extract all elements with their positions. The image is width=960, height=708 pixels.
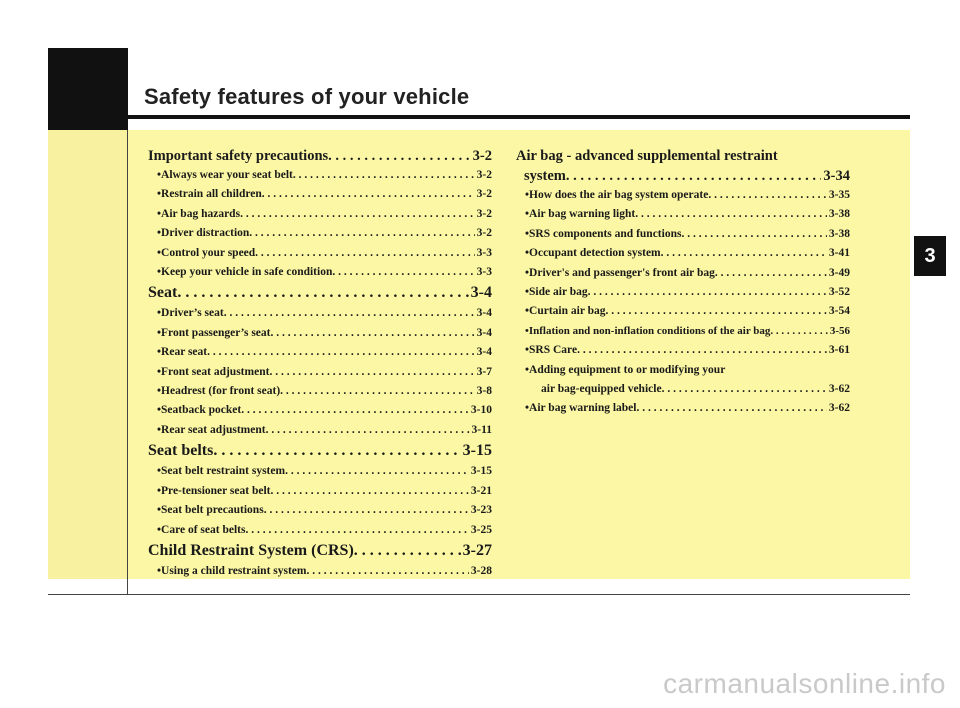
toc-item[interactable]: • Driver distraction . . . 3-2	[148, 224, 492, 243]
toc-item[interactable]: • Front seat adjustment . . . 3-7	[148, 363, 492, 382]
toc-right-column	[516, 146, 850, 419]
toc-item[interactable]: • Keep your vehicle in safe condition . . . 3-3	[148, 263, 492, 282]
toc-item[interactable]: • Air bag hazards . . . 3-2	[148, 205, 492, 224]
toc-item[interactable]: • Care of seat belts . . . 3-25	[148, 521, 492, 540]
toc-item[interactable]: • Driver’s seat . . . 3-4	[148, 304, 492, 323]
toc-section[interactable]	[148, 440, 492, 462]
horizontal-divider	[48, 594, 910, 595]
toc-item[interactable]: • Restrain all children . . . 3-2	[148, 185, 492, 204]
toc-section-label: Important safety precautions	[148, 148, 329, 164]
toc-section-page: 3-2	[472, 148, 492, 164]
toc-item[interactable]: • Rear seat . . . 3-4	[148, 343, 492, 362]
toc-item[interactable]: • Air bag warning light . . . 3-38	[516, 205, 850, 224]
toc-section-label: Seat	[148, 284, 178, 302]
toc-item[interactable]: • Driver's and passenger's front air bag . . . 3-49	[516, 264, 850, 283]
toc-section-label[interactable]: Air bag - advanced supplemental restraint	[516, 148, 778, 164]
toc-item[interactable]: • Control your speed . . . 3-3	[148, 244, 492, 263]
toc-left-column	[148, 146, 492, 581]
toc-section-page: 3-34	[823, 168, 850, 184]
toc-item[interactable]: • SRS components and functions . . . 3-38	[516, 225, 850, 244]
toc-item[interactable]: • Seat belt precautions . . . 3-23	[148, 501, 492, 520]
toc-item[interactable]: • Always wear your seat belt . . . 3-2	[148, 166, 492, 185]
toc-item[interactable]: • Occupant detection system . . . 3-41	[516, 244, 850, 263]
chapter-tab[interactable]: 3	[914, 236, 946, 276]
toc-item[interactable]: • Using a child restraint system . . . 3-28	[148, 562, 492, 581]
toc-item[interactable]: • Front passenger’s seat . . . 3-4	[148, 324, 492, 343]
toc-item[interactable]: • Seat belt restraint system . . . 3-15	[148, 462, 492, 481]
toc-item[interactable]: • How does the air bag system operate . . . 3-35	[516, 186, 850, 205]
page-title: Safety features of your vehicle	[144, 84, 470, 109]
vertical-divider	[127, 130, 128, 594]
toc-item[interactable]: • Curtain air bag . . . 3-54	[516, 302, 850, 321]
toc-item[interactable]: • Air bag warning label . . . 3-62	[516, 399, 850, 418]
toc-section-page: 3-15	[462, 442, 492, 460]
toc-item[interactable]: • Side air bag . . . 3-52	[516, 283, 850, 302]
toc-section[interactable]	[516, 166, 850, 186]
toc-item[interactable]: • Headrest (for front seat) . . . 3-8	[148, 382, 492, 401]
toc-item[interactable]: • SRS Care . . . 3-61	[516, 341, 850, 360]
toc-item[interactable]: • Inflation and non-inflation conditions of the air bag . . . 3-56	[516, 322, 850, 341]
toc-section-label-cont: system	[524, 168, 566, 184]
toc-section[interactable]	[148, 146, 492, 166]
toc-section[interactable]	[148, 540, 492, 562]
toc-section-label: Seat belts	[148, 442, 214, 460]
toc-section[interactable]	[148, 282, 492, 304]
corner-black-block	[48, 48, 128, 130]
watermark-text: carmanualsonline.info	[663, 668, 946, 699]
toc-item[interactable]: • Rear seat adjustment . . . 3-11	[148, 421, 492, 440]
left-margin-strip	[48, 130, 127, 579]
toc-section-label: Child Restraint System (CRS)	[148, 541, 354, 559]
toc-section-page: 3-4	[470, 284, 492, 302]
toc-item[interactable]: • Adding equipment to or modifying your	[516, 361, 850, 380]
title-rule	[128, 115, 910, 119]
toc-section-page: 3-27	[462, 541, 492, 559]
toc-item-cont[interactable]: air bag-equipped vehicle . . . 3-62	[516, 380, 850, 399]
toc-item[interactable]: • Pre-tensioner seat belt . . . 3-21	[148, 482, 492, 501]
toc-item[interactable]: • Seatback pocket . . . 3-10	[148, 401, 492, 420]
